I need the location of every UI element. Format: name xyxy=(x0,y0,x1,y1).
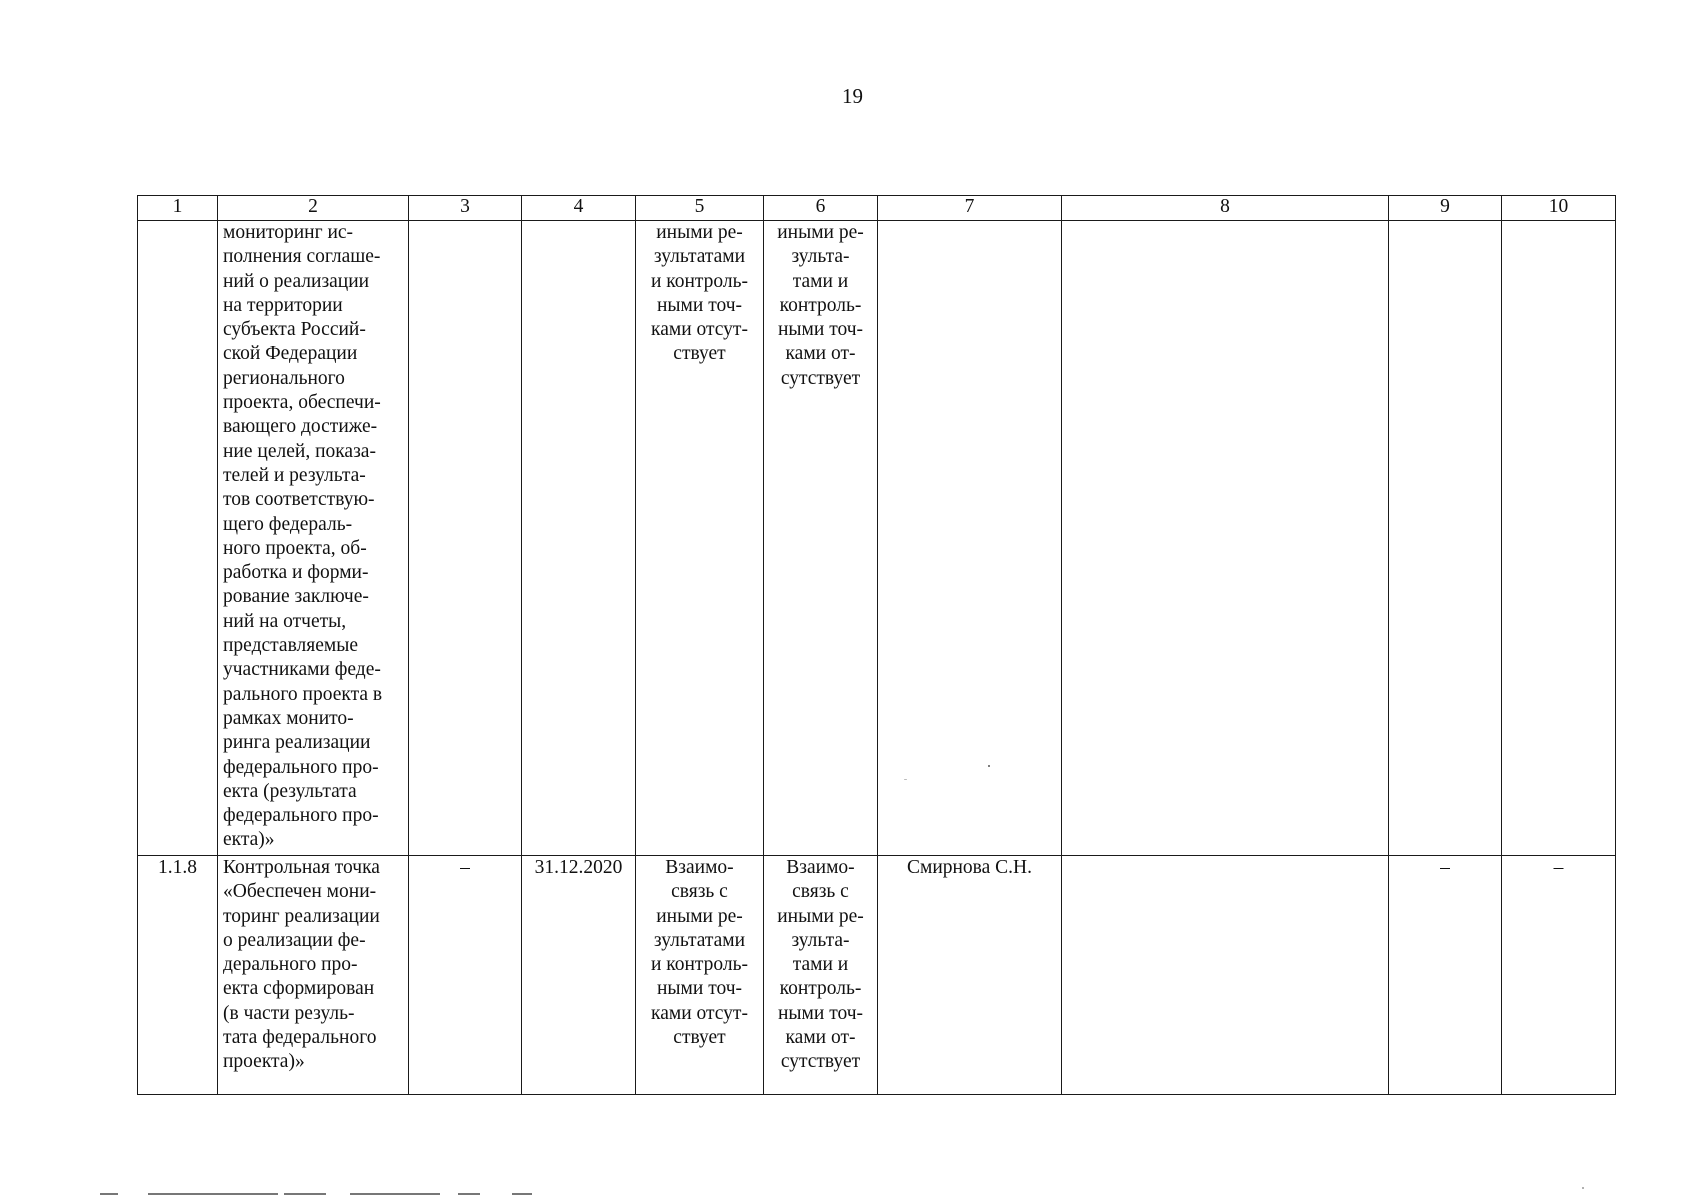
cell-successors: иными ре- зульта- тами и контроль- ными точ- ками от- сутствует xyxy=(764,221,878,856)
cell-col9 xyxy=(1389,221,1502,856)
cell-responsible xyxy=(878,221,1062,856)
cell-successors: Взаимо- связь с иными ре- зульта- тами и контроль- ными точ- ками от- сутствует xyxy=(764,856,878,1095)
cell-end-date: 31.12.2020 xyxy=(522,856,636,1095)
scan-speck xyxy=(988,765,990,767)
cell-predecessors: Взаимо- связь с иными ре- зультатами и контроль- ными точ- ками отсут- ствует xyxy=(636,856,764,1095)
scan-artifact xyxy=(148,1193,278,1195)
scan-artifact xyxy=(100,1193,118,1195)
cell-name: Контрольная точка «Обеспечен мони- торинг реализации о реализации фе- дерального про- екта сформирован (в части резуль- тата федерального проекта)» xyxy=(218,856,409,1095)
plan-table xyxy=(137,195,1616,1095)
page-number: 19 xyxy=(842,84,863,108)
scan-artifact xyxy=(458,1193,480,1195)
scan-speck xyxy=(1582,1187,1584,1189)
cell-col10 xyxy=(1502,221,1616,856)
cell-start-date xyxy=(409,221,522,856)
scan-artifact xyxy=(350,1193,440,1195)
scan-speck xyxy=(904,779,907,780)
column-header-6: 6 xyxy=(764,196,878,221)
cell-number: 1.1.8 xyxy=(138,856,218,1095)
column-header-3: 3 xyxy=(409,196,522,221)
scan-artifact xyxy=(512,1193,532,1195)
column-header-4: 4 xyxy=(522,196,636,221)
column-header-2: 2 xyxy=(218,196,409,221)
cell-start-date: – xyxy=(409,856,522,1095)
cell-col9: – xyxy=(1389,856,1502,1095)
column-header-9: 9 xyxy=(1389,196,1502,221)
column-header-1: 1 xyxy=(138,196,218,221)
cell-number xyxy=(138,221,218,856)
cell-result xyxy=(1062,221,1389,856)
scan-artifact xyxy=(284,1193,326,1195)
cell-end-date xyxy=(522,221,636,856)
cell-name: мониторинг ис- полнения соглаше- ний о реализации на территории субъекта Россий- ской Федерации регионального проекта, обеспечи- вающего достиже- ние целей, показа- телей и результа- тов соответствую- щего федераль- ного проекта, об- работка и форми- рование заключе- ний на отчеты, представляемые участниками феде- рального проекта в рамках монито- ринга реализации федерального про- екта (результата федерального про- екта)» xyxy=(218,221,409,856)
cell-col10: – xyxy=(1502,856,1616,1095)
cell-predecessors: иными ре- зультатами и контроль- ными точ- ками отсут- ствует xyxy=(636,221,764,856)
header-row xyxy=(138,196,1616,221)
column-header-5: 5 xyxy=(636,196,764,221)
column-header-8: 8 xyxy=(1062,196,1389,221)
column-header-7: 7 xyxy=(878,196,1062,221)
table-row xyxy=(138,856,1616,1095)
table-row xyxy=(138,221,1616,856)
cell-result xyxy=(1062,856,1389,1095)
cell-responsible: Смирнова С.Н. xyxy=(878,856,1062,1095)
column-header-10: 10 xyxy=(1502,196,1616,221)
